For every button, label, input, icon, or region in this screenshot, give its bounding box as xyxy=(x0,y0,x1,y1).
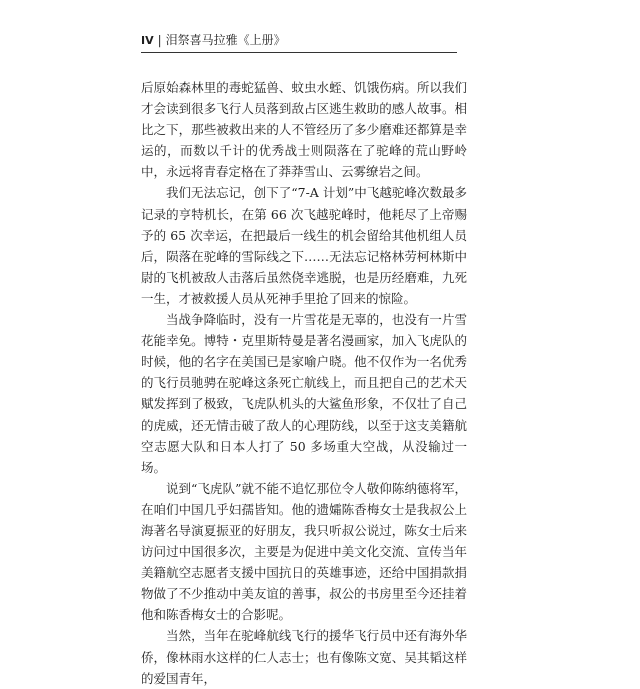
paragraph: 我们无法忘记，创下了“7-A 计划”中飞越驼峰次数最多记录的亨特机长，在第 66 次飞越驼峰时，他耗尽了上帝赐予的 65 次幸运，在把最后一线生的机会留给其他机组人员后，陨落在驼峰的雪际线之下……无法忘记格林劳柯林斯中尉的飞机被敌人击落后虽然侥幸逃脱，也是历经磨难，九死一生，才被救援人员从死神手里抢了回来的惊险。 xyxy=(141,185,467,306)
paragraph: 说到“飞虎队”就不能不追忆那位令人敬仰陈纳德将军，在咱们中国几乎妇孺皆知。他的遗孀陈香梅女士是我叔公上海著名导演夏振亚的好朋友，我只听叔公说过，陈女士后来访问过中国很多次，主要是为促进中美文化交流、宣传当年美籍航空志愿者支援中国抗日的英雄事迹，还给中国捐款捐物做了不少推动中美友谊的善事，叔公的书房里至今还挂着他和陈香梅女士的合影呢。 xyxy=(141,480,467,623)
paragraph: 当战争降临时，没有一片雪花是无辜的，也没有一片雪花能幸免。博特・克里斯特曼是著名漫画家，加入飞虎队的时候，他的名字在美国已是家喻户晓。他不仅作为一名优秀的飞行员驰骋在驼峰这条死亡航线上，而且把自己的艺术天赋发挥到了极致，飞虎队机头的大鲨鱼形象，不仅壮了自己的虎威，还无情击破了敌人的心理防线，以至于这支美籍航空志愿大队和日本人打了 50 多场重大空战，从没输过一场。 xyxy=(141,312,467,475)
header-separator: | xyxy=(157,33,162,47)
page-body xyxy=(141,77,467,689)
header-rule xyxy=(141,52,457,53)
running-header xyxy=(141,32,286,49)
page-number: IV xyxy=(141,34,154,47)
paragraph: 后原始森林里的毒蛇猛兽、蚊虫水蛭、饥饿伤病。所以我们才会读到很多飞行人员落到敌占区逃生救助的感人故事。相比之下，那些被救出来的人不管经历了多少磨难还都算是幸运的，而数以千计的优秀战士则陨落在了驼峰的荒山野岭中，永远将青春定格在了莽莽雪山、云雾缭岩之间。 xyxy=(141,80,467,180)
book-title: 泪祭喜马拉雅《上册》 xyxy=(165,33,286,47)
paragraph: 当然，当年在驼峰航线飞行的援华飞行员中还有海外华侨，像林雨水这样的仁人志士；也有像陈文宽、吴其韬这样的爱国青年， xyxy=(141,628,467,686)
